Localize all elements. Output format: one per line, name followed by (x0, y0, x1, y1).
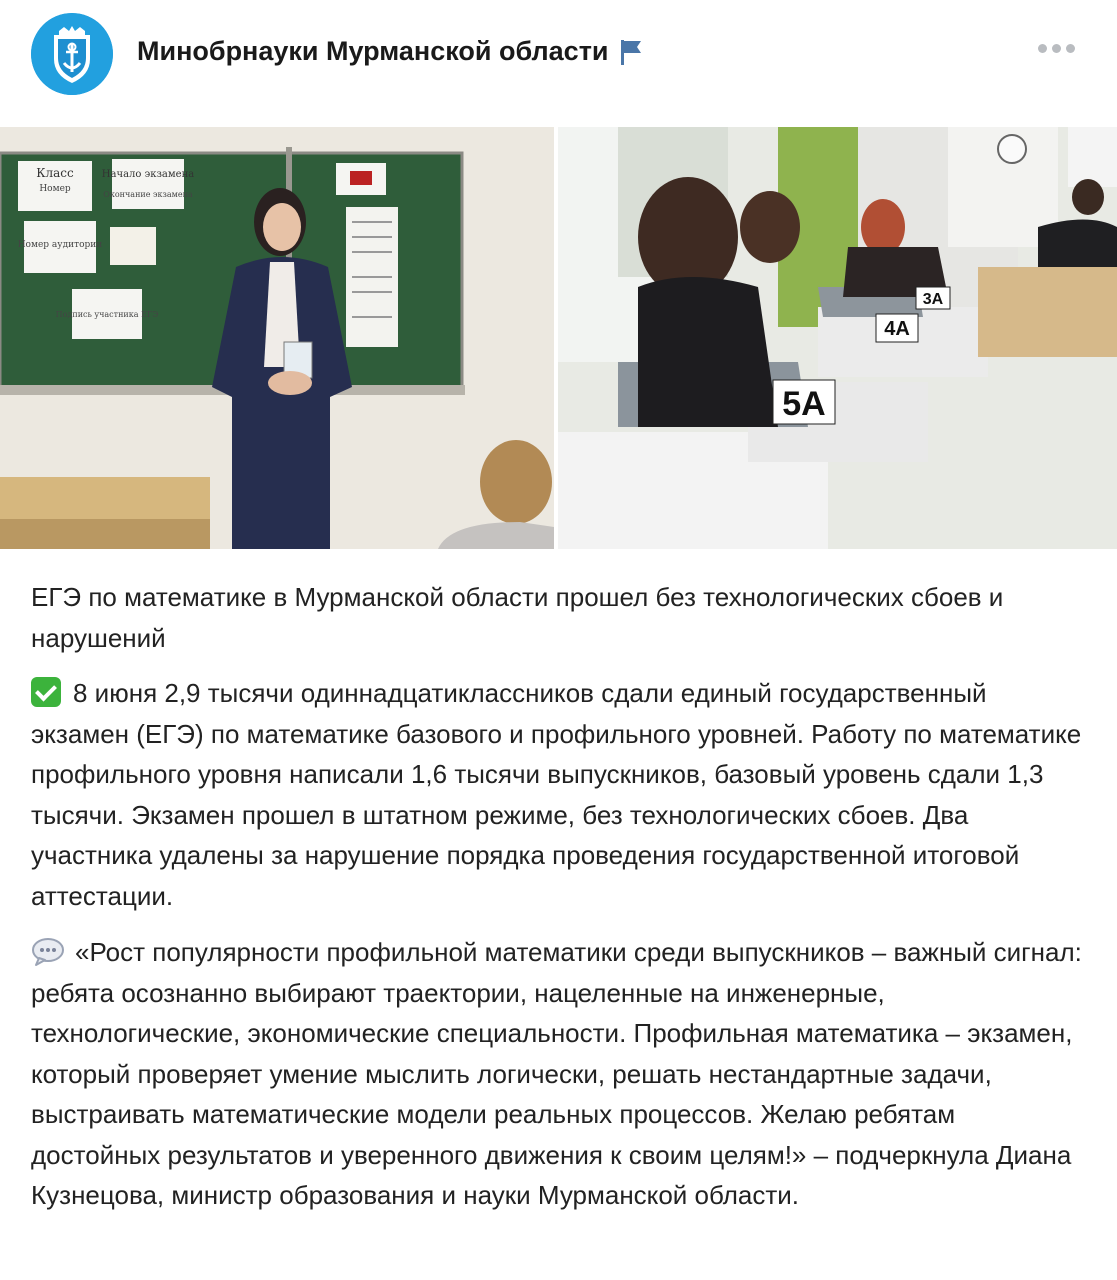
board-sign-class: Класс (36, 166, 74, 180)
author-name[interactable]: Минобрнауки Мурманской области (137, 36, 609, 66)
more-dot (1052, 44, 1061, 53)
board-sign-start: Начало экзамена (101, 169, 195, 180)
post-header (0, 0, 1117, 110)
speech-bubble-icon (31, 937, 65, 967)
more-dot (1066, 44, 1075, 53)
photo-gallery (0, 127, 1117, 549)
photo-teacher-at-board[interactable] (0, 127, 554, 549)
paragraph-2-text: «Рост популярности профильной математики среди выпускников – важный сигнал: ребята осознанно выбирают траектории, нацеленные на инженерные, технологические, экономические специальности. Профильная математика – экзамен, который проверяет умение мыслить логически, решать нестандартные задачи, выстраивать математические модели реальных процессов. Желаю ребятам достойных результатов и уверенного движения к своим целям!» – подчеркнула Диана Кузнецова, министр образования и науки Мурманской области. (31, 937, 1082, 1210)
paragraph-1-text: 8 июня 2,9 тысячи одиннадцатиклассников сдали единый государственный экзамен (ЕГЭ) по математике базового и профильного уровней. Работу по математике профильного уровня написали 1,6 тысячи выпускников, базовый уровень сдали 1,3 тысячи. Экзамен прошел в штатном режиме, без технологических сбоев. Два участника удалены за нарушение порядка проведения государственной итоговой аттестации. (31, 678, 1082, 911)
post-paragraph-2 (31, 932, 1091, 1216)
desk-label-5a: 5А (782, 385, 826, 423)
desk-label-3a: 3А (922, 291, 944, 308)
board-sign-number: Номер (39, 184, 71, 194)
board-sign-end: Окончание экзамена (103, 190, 193, 199)
author-name-link[interactable] (137, 36, 645, 67)
coat-of-arms-icon[interactable] (31, 13, 113, 95)
more-dot (1038, 44, 1047, 53)
check-mark-icon (31, 677, 61, 707)
flag-icon (619, 38, 645, 66)
desk-label-4a: 4А (884, 318, 910, 340)
board-sign-signature: Подпись участника ЕГЭ (55, 310, 159, 319)
post-paragraph-1 (31, 673, 1091, 916)
photo-exam-classroom[interactable] (558, 127, 1117, 549)
more-dots-icon[interactable] (1038, 44, 1075, 53)
post-title: ЕГЭ по математике в Мурманской области прошел без технологических сбоев и нарушений (31, 582, 1004, 653)
board-sign-room: Номер аудитории (17, 240, 103, 250)
